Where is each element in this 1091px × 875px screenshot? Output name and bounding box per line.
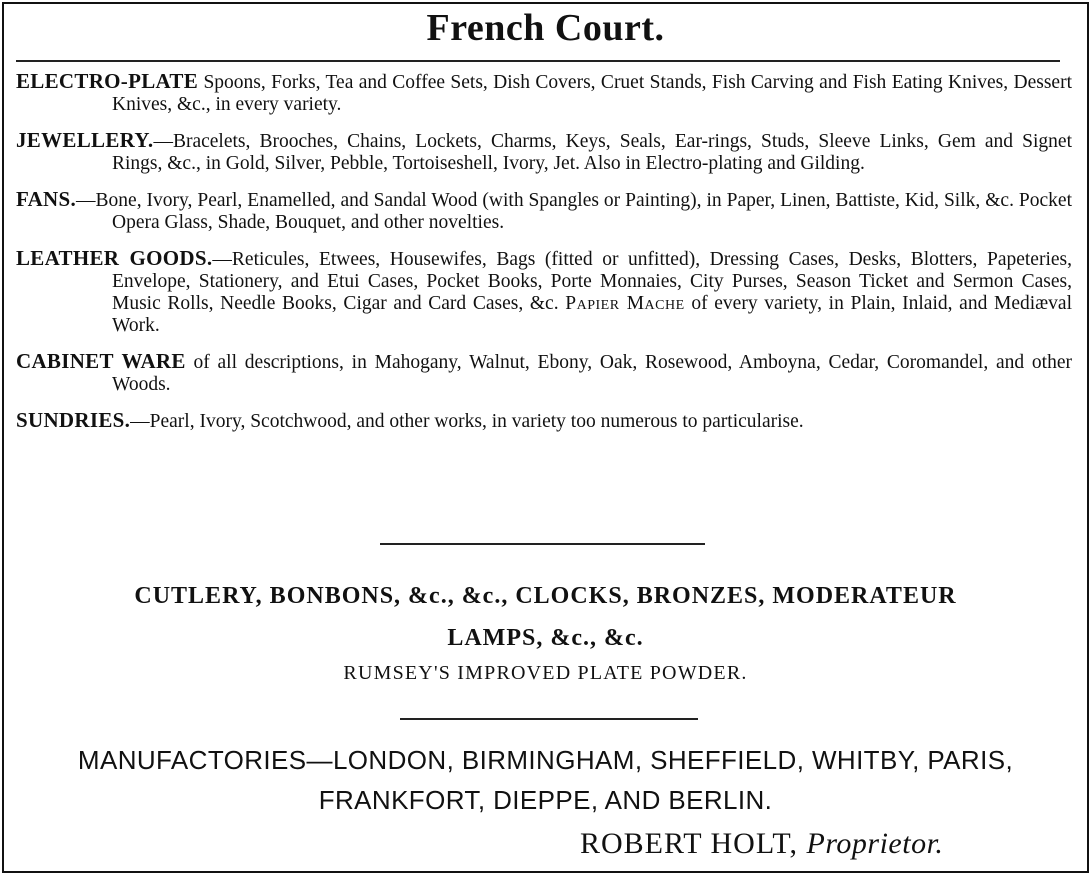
plate-powder-notice: RUMSEY'S IMPROVED PLATE POWDER. (343, 662, 748, 684)
entry-heading: FANS. (16, 187, 77, 211)
cutlery-line-1: CUTLERY, BONBONS, &c., &c., CLOCKS, BRONZES, MODERATEUR (134, 583, 957, 609)
entry-jewellery (16, 129, 1072, 175)
entry-heading: ELECTRO-PLATE (16, 69, 199, 93)
title-rule (16, 60, 1060, 62)
entry-text: —Pearl, Ivory, Scotchwood, and other works, in variety too numerous to particularise. (130, 411, 804, 432)
entry-text: —Reticules, Etwees, Housewifes, Bags (fitted or unfitted), Dressing Cases, Desks, Blotters, Papeteries, Envelope, Stationery, and Etui Cases, Pocket Books, Porte Monnaies, City Purses, Season Ticket and Sermon Cases, Music Rolls, Needle Books, Cigar and Card Cases, &c. (112, 249, 1072, 314)
manufactories-line-2: FRANKFORT, DIEPPE, AND BERLIN. (318, 785, 773, 815)
entry-heading: LEATHER GOODS. (16, 246, 213, 270)
cutlery-line-2: LAMPS, &c., &c. (447, 625, 644, 651)
entry-text-continued: of every variety, in Plain, Inlaid, and Mediæval Work. (112, 293, 1072, 336)
proprietor-name: ROBERT HOLT, (580, 827, 807, 860)
section-rule (400, 718, 698, 720)
entry-text: Spoons, Forks, Tea and Coffee Sets, Dish Covers, Cruet Stands, Fish Carving and Fish Eating Knives, Dessert Knives, &c., in every variety. (112, 72, 1072, 115)
cutlery-notice (0, 575, 1091, 659)
entry-text-small-caps: Papier Mache (565, 293, 685, 314)
entry-leather-goods (16, 247, 1072, 337)
proprietor-signature (580, 827, 1060, 861)
entry-heading: JEWELLERY. (16, 128, 154, 152)
entry-text: —Bone, Ivory, Pearl, Enamelled, and Sandal Wood (with Spangles or Painting), in Paper, Linen, Battiste, Kid, Silk, &c. Pocket Opera Glass, Shade, Bouquet, and other novelties. (76, 190, 1072, 233)
entries-list (16, 70, 1072, 446)
entry-text: —Bracelets, Brooches, Chains, Lockets, Charms, Keys, Seals, Ear-rings, Studs, Sleeve Links, Gem and Signet Rings, &c., in Gold, Silver, Pebble, Tortoiseshell, Ivory, Jet. Also in Electro-plating and Gilding. (112, 131, 1072, 174)
entry-sundries (16, 409, 1072, 433)
entry-heading: SUNDRIES. (16, 408, 131, 432)
entry-fans (16, 188, 1072, 234)
proprietor-title: Proprietor. (806, 827, 944, 860)
section-rule (380, 543, 705, 545)
manufactories-notice (0, 740, 1091, 820)
page-title: French Court. (426, 7, 665, 49)
entry-cabinet-ware (16, 350, 1072, 396)
entry-heading: CABINET WARE (16, 349, 186, 373)
manufactories-line-1: MANUFACTORIES—LONDON, BIRMINGHAM, SHEFFIELD, WHITBY, PARIS, (77, 745, 1014, 775)
entry-text: of all descriptions, in Mahogany, Walnut, Ebony, Oak, Rosewood, Amboyna, Cedar, Coromandel, and other Woods. (112, 352, 1072, 395)
entry-electro-plate (16, 70, 1072, 116)
